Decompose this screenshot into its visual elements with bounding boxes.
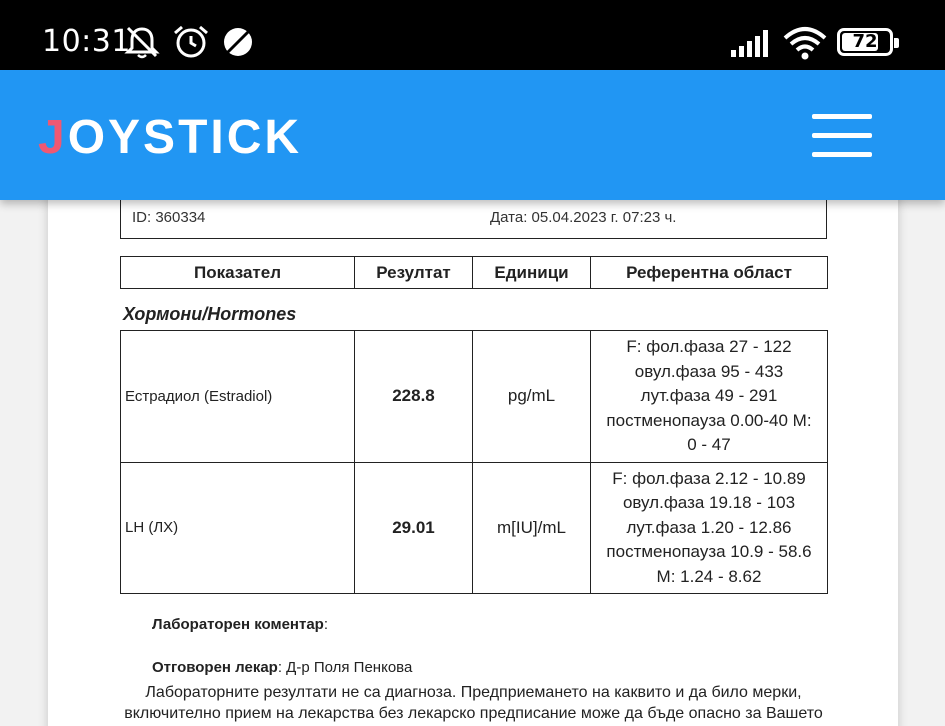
reference-line: M: 1.24 - 8.62 [656,566,762,586]
status-bar [0,0,945,70]
reference-line: постменопауза 0.00-40 M: [606,410,812,430]
reference-line: постменопауза 10.9 - 58.6 [606,542,812,561]
battery-icon [837,28,893,56]
reference-range [591,331,828,463]
header-reference: Референтна област [591,257,828,289]
result-value: 228.8 [355,331,473,463]
reference-line: F: фол.фаза 2.12 - 10.89 [612,468,806,488]
disclaimer-line: включително прием на лекарства без лекарско предписание може да бъде опасно за Вашето [124,705,823,722]
alarm-icon [172,24,210,60]
status-time: 10:31 [42,24,131,59]
reference-line: лут.фаза 1.20 - 12.86 [626,517,792,537]
menu-button[interactable] [812,114,872,158]
header-result: Резултат [355,257,473,289]
app-bar [0,70,945,200]
wifi-icon [782,26,828,60]
indicator-name: Естрадиол (Estradiol) [121,331,355,463]
lab-comment [152,616,328,633]
disclaimer [120,682,827,724]
logo-text: OYSTICK [67,111,303,164]
results-header-table [120,256,828,289]
indicator-name: LH (ЛХ) [121,462,355,594]
disclaimer-line: Лабораторните резултати не са диагноза. Предприемането на каквито и да било мерки, [145,684,802,701]
reference-line: овул.фаза 19.18 - 103 [622,493,796,512]
report-page [48,186,898,726]
table-row [121,331,828,463]
doctor-name: : Д-р Поля Пенкова [277,659,413,676]
header-units: Единици [473,257,591,289]
result-value: 29.01 [355,462,473,594]
results-table [120,330,828,594]
hamburger-line-icon [812,152,872,157]
reference-line: лут.фаза 49 - 291 [640,386,778,405]
battery-nub [894,38,899,48]
mute-icon [122,24,162,60]
report-id: ID: 360334 [132,209,206,226]
header-indicator: Показател [121,257,355,289]
responsible-doctor [152,659,412,676]
logo-accent-letter: J [38,111,68,164]
hamburger-line-icon [812,133,872,138]
reference-line: 0 - 47 [687,435,731,454]
reference-line: F: фол.фаза 27 - 122 [626,337,792,356]
signal-icon [730,28,774,58]
unit: pg/mL [473,331,591,463]
unit: m[IU]/mL [473,462,591,594]
doctor-label: Отговорен лекар [152,659,278,676]
reference-range [591,462,828,594]
do-not-disturb-icon [220,24,256,60]
lab-comment-label: Лабораторен коментар [152,616,324,633]
hamburger-line-icon [812,114,872,119]
reference-line: овул.фаза 95 - 433 [634,361,784,381]
battery-level-text: 72 [852,31,878,52]
lab-comment-colon: : [323,616,329,633]
joystick-logo[interactable] [38,110,302,165]
section-title: Хормони/Hormones [123,304,297,324]
report-date: Дата: 05.04.2023 г. 07:23 ч. [490,209,677,226]
table-row [121,462,828,594]
